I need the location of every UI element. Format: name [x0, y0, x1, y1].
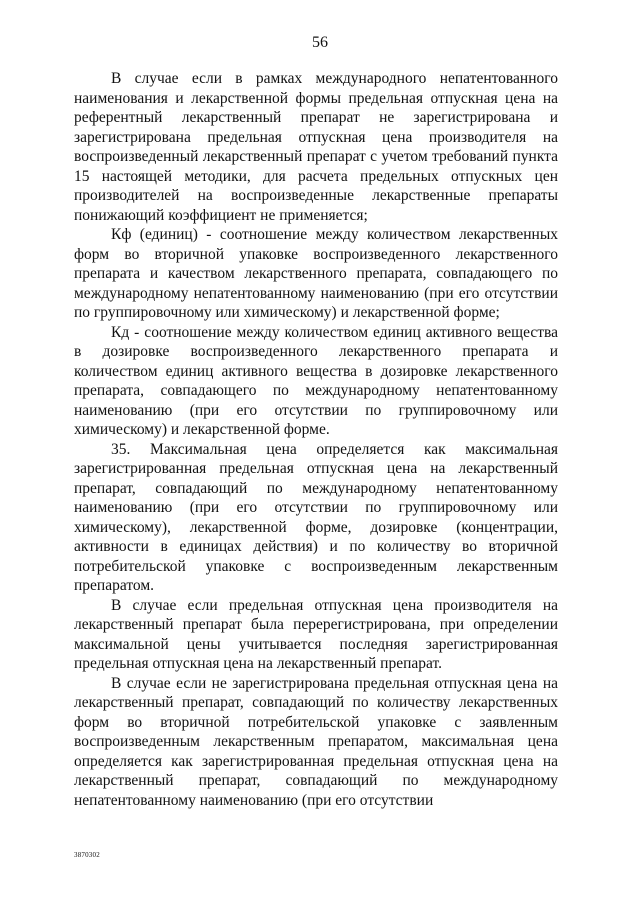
page-number: 56 — [312, 34, 328, 51]
paragraph-unregistered-price: В случае если не зарегистрирована предельная отпускная цена на лекарственный препарат, совпадающий по количеству лекарственных форм во вторичной потребительской упаковке с заявленным воспроизведенным лекарственным препаратом, максимальная цена определяется как зарегистрированная предельная отпускная цена на лекарственный препарат, совпадающий по международному непатентованному наименованию (при его отсутствии — [74, 674, 558, 809]
paragraph-reduction-coefficient-note: В случае если в рамках международного непатентованного наименования и лекарственной формы предельная отпускная цена на референтный лекарственный препарат не зарегистрирована и зарегистрирована предельная отпускная цена производителя на воспроизведенный лекарственный препарат с учетом требований пункта 15 настоящей методики, для расчета предельных отпускных цен производителей на воспроизведенные лекарственные препараты понижающий коэффициент не применяется; — [74, 70, 558, 224]
paragraph-kf-definition: Кф (единиц) - соотношение между количеством лекарственных форм во вторичной упаковке воспроизведенного лекарственного препарата и качеством лекарственного препарата, совпадающего по международному непатентованному наименованию (при его отсутствии по группировочному или химическому) и лекарственной форме; — [74, 226, 558, 321]
document-body — [74, 69, 558, 810]
document-code: 3870302 — [74, 851, 100, 859]
paragraph-reregistered-price: В случае если предельная отпускная цена производителя на лекарственный препарат была перерегистрирована, при определении максимальной цены учитывается последняя зарегистрированная предельная отпускная цена на лекарственный препарат. — [74, 596, 558, 672]
paragraph-item-35: 35. Максимальная цена определяется как максимальная зарегистрированная предельная отпускная цена на лекарственный препарат, совпадающий по международному непатентованному наименованию (при его отсутствии по группировочному или химическому), лекарственной форме, дозировке (концентрации, активности в единицах действия) и по количеству во вторичной потребительской упаковке с воспроизведенным лекарственным препаратом. — [74, 440, 558, 594]
paragraph-kd-definition: Кд - соотношение между количеством единиц активного вещества в дозировке воспроизведенного лекарственного препарата и количеством единиц активного вещества в дозировке лекарственного препарата, совпадающего по международному непатентованному наименованию (при его отсутствии по группировочному или химическому) и лекарственной форме. — [74, 323, 558, 438]
